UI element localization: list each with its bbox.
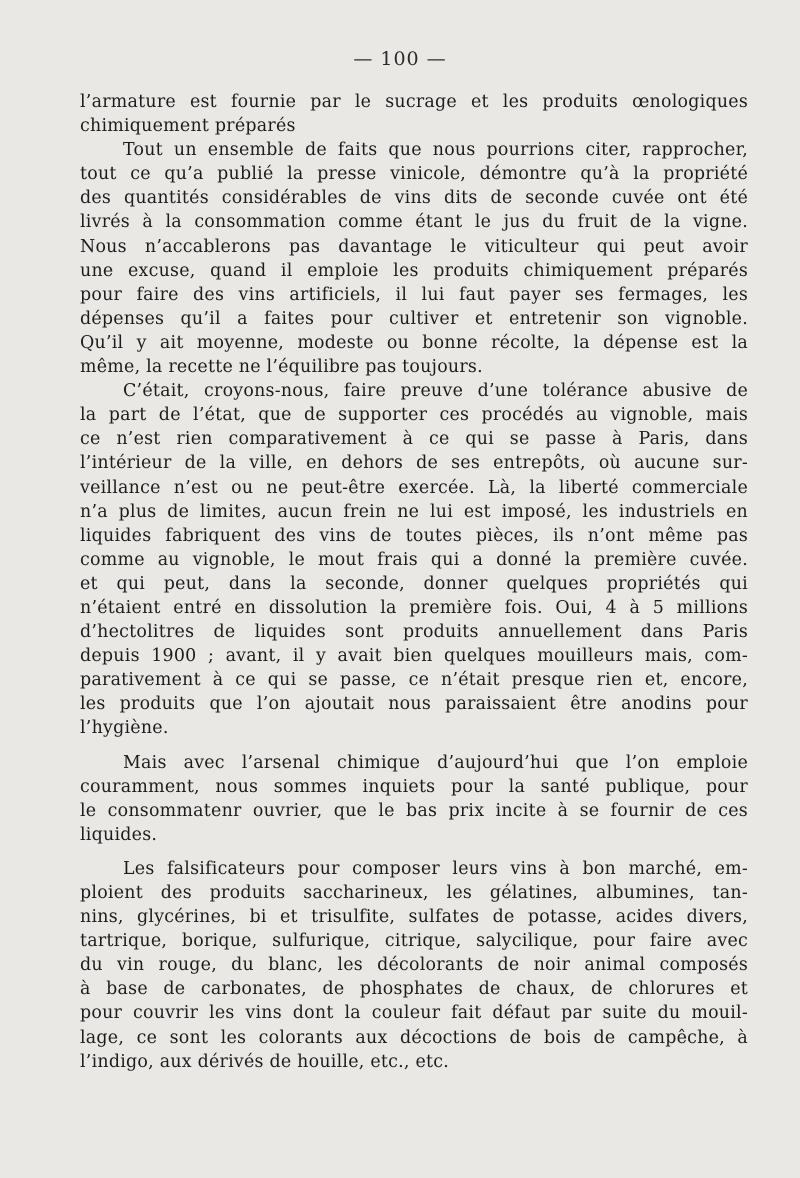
text-line: du vin rouge, du blanc, les décolorants de noir animal composés xyxy=(80,955,748,976)
page-number: — 100 — xyxy=(353,48,447,70)
text-line: tartrique, borique, sulfurique, citrique, salycilique, pour faire avec xyxy=(80,931,748,952)
text-line: Tout un ensemble de faits que nous pourrions citer, rapprocher, xyxy=(123,140,748,161)
paragraph-ensemble-de-faits xyxy=(80,138,748,379)
text-line: Les falsificateurs pour composer leurs vins à bon marché, em- xyxy=(123,858,748,879)
text-line: depuis 1900 ; avant, il y avait bien quelques mouilleurs mais, com- xyxy=(80,646,748,667)
text-line: Mais avec l’arsenal chimique d’aujourd’hui que l’on emploie xyxy=(123,752,748,773)
text-line: chimiquement préparés xyxy=(80,116,296,137)
paragraph-falsificateurs xyxy=(80,857,748,1074)
text-line: ce n’est rien comparativement à ce qui se passe à Paris, dans xyxy=(80,429,748,450)
text-line: ploient des produits saccharineux, les gélatines, albumines, tan- xyxy=(80,883,748,903)
text-line: n’étaient entré en dissolution la première fois. Oui, 4 à 5 millions xyxy=(80,597,748,618)
text-line: l’hygiène. xyxy=(80,718,169,739)
text-line: nins, glycérines, bi et trisulfite, sulfates de potasse, acides divers, xyxy=(80,907,748,928)
text-line: la part de l’état, que de supporter ces procédés au vignoble, mais xyxy=(80,405,748,426)
text-line: liquides fabriquent des vins de toutes pièces, ils n’ont même pas xyxy=(80,525,748,546)
text-line: comme au vignoble, le mout frais qui a donné la première cuvée. xyxy=(80,549,748,570)
text-line: l’indigo, aux dérivés de houille, etc., etc. xyxy=(80,1051,449,1072)
text-line: pour couvrir les vins dont la couleur fait défaut par suite du mouil- xyxy=(80,1003,748,1024)
text-line: tout ce qu’a publié la presse vinicole, démontre qu’à la propriété xyxy=(80,164,748,185)
text-line: liquides. xyxy=(80,824,158,845)
text-line: et qui peut, dans la seconde, donner quelques propriétés qui xyxy=(80,573,748,594)
text-line: Qu’il y ait moyenne, modeste ou bonne récolte, la dépense est la xyxy=(80,332,748,353)
text-line: veillance n’est ou ne peut-être exercée. Là, la liberté commerciale xyxy=(80,477,748,498)
text-line: l’armature est fournie par le sucrage et les produits œnologiques xyxy=(80,92,748,112)
text-line: lage, ce sont les colorants aux décoctions de bois de campêche, à xyxy=(80,1027,748,1048)
text-line: une excuse, quand il emploie les produits chimiquement préparés xyxy=(80,260,748,281)
text-line: l’intérieur de la ville, en dehors de ses entrepôts, où aucune sur- xyxy=(80,453,748,474)
text-line: à base de carbonates, de phosphates de chaux, de chlorures et xyxy=(80,979,748,1000)
paragraph-arsenal-chimique xyxy=(80,751,748,847)
text-line: des quantités considérables de vins dits de seconde cuvée ont été xyxy=(80,188,748,209)
text-line: dépenses qu’il a faites pour cultiver et entretenir son vignoble. xyxy=(80,308,748,329)
text-line: Nous n’accablerons pas davantage le viticulteur qui peut avoir xyxy=(80,236,748,257)
text-line: livrés à la consommation comme étant le jus du fruit de la vigne. xyxy=(80,212,748,233)
text-line: pour faire des vins artificiels, il lui faut payer ses fermages, les xyxy=(80,284,748,305)
body-text xyxy=(80,90,748,1074)
text-line: les produits que l’on ajoutait nous paraissaient être anodins pour xyxy=(80,694,748,715)
text-line: même, la recette ne l’équilibre pas toujours. xyxy=(80,357,483,378)
text-line: couramment, nous sommes inquiets pour la santé publique, pour xyxy=(80,776,748,797)
paragraph-tolerance-abusive xyxy=(80,379,748,740)
paragraph-continuation xyxy=(80,90,748,138)
text-line: parativement à ce qui se passe, ce n’était presque rien et, encore, xyxy=(80,670,748,691)
text-line: C’était, croyons-nous, faire preuve d’une tolérance abusive de xyxy=(123,381,748,402)
text-line: n’a plus de limites, aucun frein ne lui est imposé, les industriels en xyxy=(80,501,748,522)
text-line: d’hectolitres de liquides sont produits annuellement dans Paris xyxy=(80,622,748,643)
text-line: le consommatenr ouvrier, que le bas prix incite à se fournir de ces xyxy=(80,800,748,821)
